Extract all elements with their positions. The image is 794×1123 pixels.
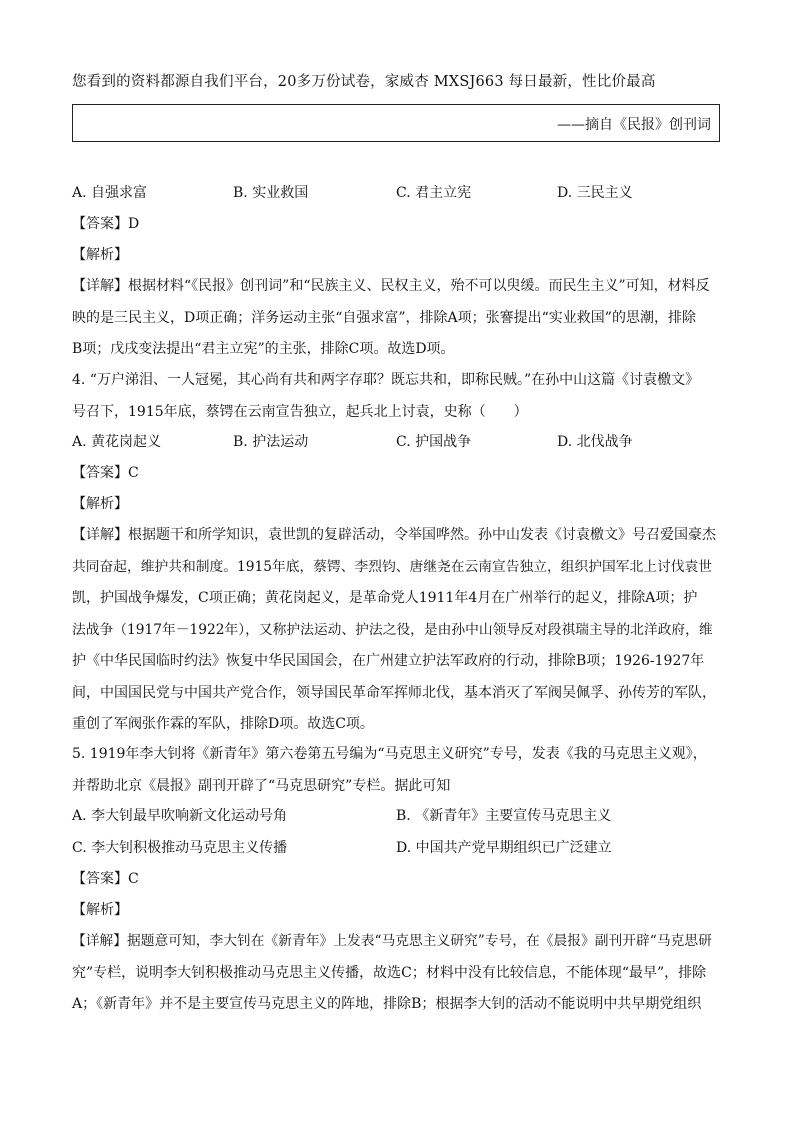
q3-option-c: C. 君主立宪: [396, 185, 472, 201]
q5-analysis-label: 【解析】: [72, 902, 128, 918]
q4-option-c: C. 护国战争: [396, 434, 472, 450]
q4-option-d: D. 北伐战争: [557, 434, 633, 450]
header-banner: 您看到的资料都源自我们平台，20多万份试卷，家威杏 MXSJ663 每日最新，性比价最高: [72, 74, 656, 90]
q3-option-d: D. 三民主义: [557, 185, 633, 201]
q3-detail: [72, 271, 722, 366]
q5-detail-line: A；《新青年》并不是主要宣传马克思主义的阵地，排除B；根据李大钊的活动不能说明中共早期党组织: [72, 996, 702, 1012]
q4-answer: 【答案】C: [72, 465, 139, 481]
q4-detail-line: 重创了军阀张作霖的军队，排除D项。故选C项。: [72, 716, 374, 732]
q5-stem: [72, 739, 722, 802]
q3-analysis-label: 【解析】: [72, 247, 128, 263]
q4-detail: [72, 520, 722, 741]
q3-option-b: B. 实业救国: [233, 185, 309, 201]
q5-option-d: D. 中国共产党早期组织已广泛建立: [396, 840, 612, 856]
q4-detail-line: 【详解】根据题干和所学知识，袁世凯的复辟活动，令举国哗然。孙中山发表《讨袁檄文》号召爱国豪杰: [72, 527, 716, 543]
q5-answer: 【答案】C: [72, 871, 139, 887]
q5-option-b: B. 《新青年》主要宣传马克思主义: [396, 808, 612, 824]
q4-detail-line: 护《中华民国临时约法》恢复中华民国国会，在广州建立护法军政府的行动，排除B项；1926-1927年: [72, 653, 705, 669]
q3-detail-line: 【详解】根据材料“《民报》创刊词”和“民族主义、民权主义，殆不可以臾缓。而民生主义”可知，材料反: [72, 278, 710, 294]
q5-detail-line: 究”专栏，说明李大钊积极推动马克思主义传播，故选C；材料中没有比较信息，不能体现“最早”，排除: [72, 964, 707, 981]
q4-option-b: B. 护法运动: [233, 434, 309, 450]
q4-stem: [72, 365, 722, 428]
q4-stem-line: 4. “万户涕泪、一人冠冕，其心尚有共和两字存耶？既忘共和，即称民贼。”在孙中山这篇《讨袁檄文》: [72, 372, 700, 388]
q4-detail-line: 间，中国国民党与中国共产党合作，领导国民革命军挥师北伐，基本消灭了军阀吴佩孚、孙传芳的军队，: [72, 684, 716, 701]
q4-detail-line: 共同奋起，维护共和制度。1915年底，蔡锷、李烈钧、唐继尧在云南宣告独立，组织护国军北上讨伐袁世: [72, 558, 712, 575]
q4-detail-line: 法战争（1917年－1922年），又称护法运动、护法之役，是由孙中山领导反对段祺瑞主导的北洋政府，维: [72, 621, 713, 638]
quote-source: ——摘自《民报》创刊词: [557, 117, 711, 133]
q4-option-a: A. 黄花岗起义: [72, 434, 162, 450]
q5-option-a: A. 李大钊最早吹响新文化运动号角: [72, 808, 288, 824]
q5-detail: [72, 926, 722, 1021]
q4-analysis-label: 【解析】: [72, 496, 128, 512]
q3-option-a: A. 自强求富: [72, 185, 148, 201]
q3-answer: 【答案】D: [72, 216, 140, 232]
q4-detail-line: 凯，护国战争爆发，C项正确；黄花岗起义，是革命党人1911年4月在广州举行的起义，排除A项；护: [72, 590, 698, 606]
q3-detail-line: 映的是三民主义，D项正确；洋务运动主张“自强求富”，排除A项；张謇提出“实业救国”的思潮，排除: [72, 309, 696, 326]
quote-box: [72, 104, 720, 142]
q5-stem-line: 5. 1919年李大钊将《新青年》第六卷第五号编为“马克思主义研究”专号，发表《我的马克思主义观》，: [72, 746, 707, 762]
q3-detail-line: B项；戊戌变法提出“君主立宪”的主张，排除C项。故选D项。: [72, 341, 455, 357]
q5-option-c: C. 李大钊积极推动马克思主义传播: [72, 840, 288, 856]
q4-stem-line: 号召下，1915年底，蔡锷在云南宣告独立，起兵北上讨袁，史称（ ）: [72, 403, 528, 420]
q5-stem-line: 并帮助北京《晨报》副刊开辟了“马克思研究”专栏。据此可知: [72, 777, 451, 794]
q5-detail-line: 【详解】据题意可知，李大钊在《新青年》上发表“马克思主义研究”专号，在《晨报》副刊开辟“马克思研: [72, 933, 712, 949]
